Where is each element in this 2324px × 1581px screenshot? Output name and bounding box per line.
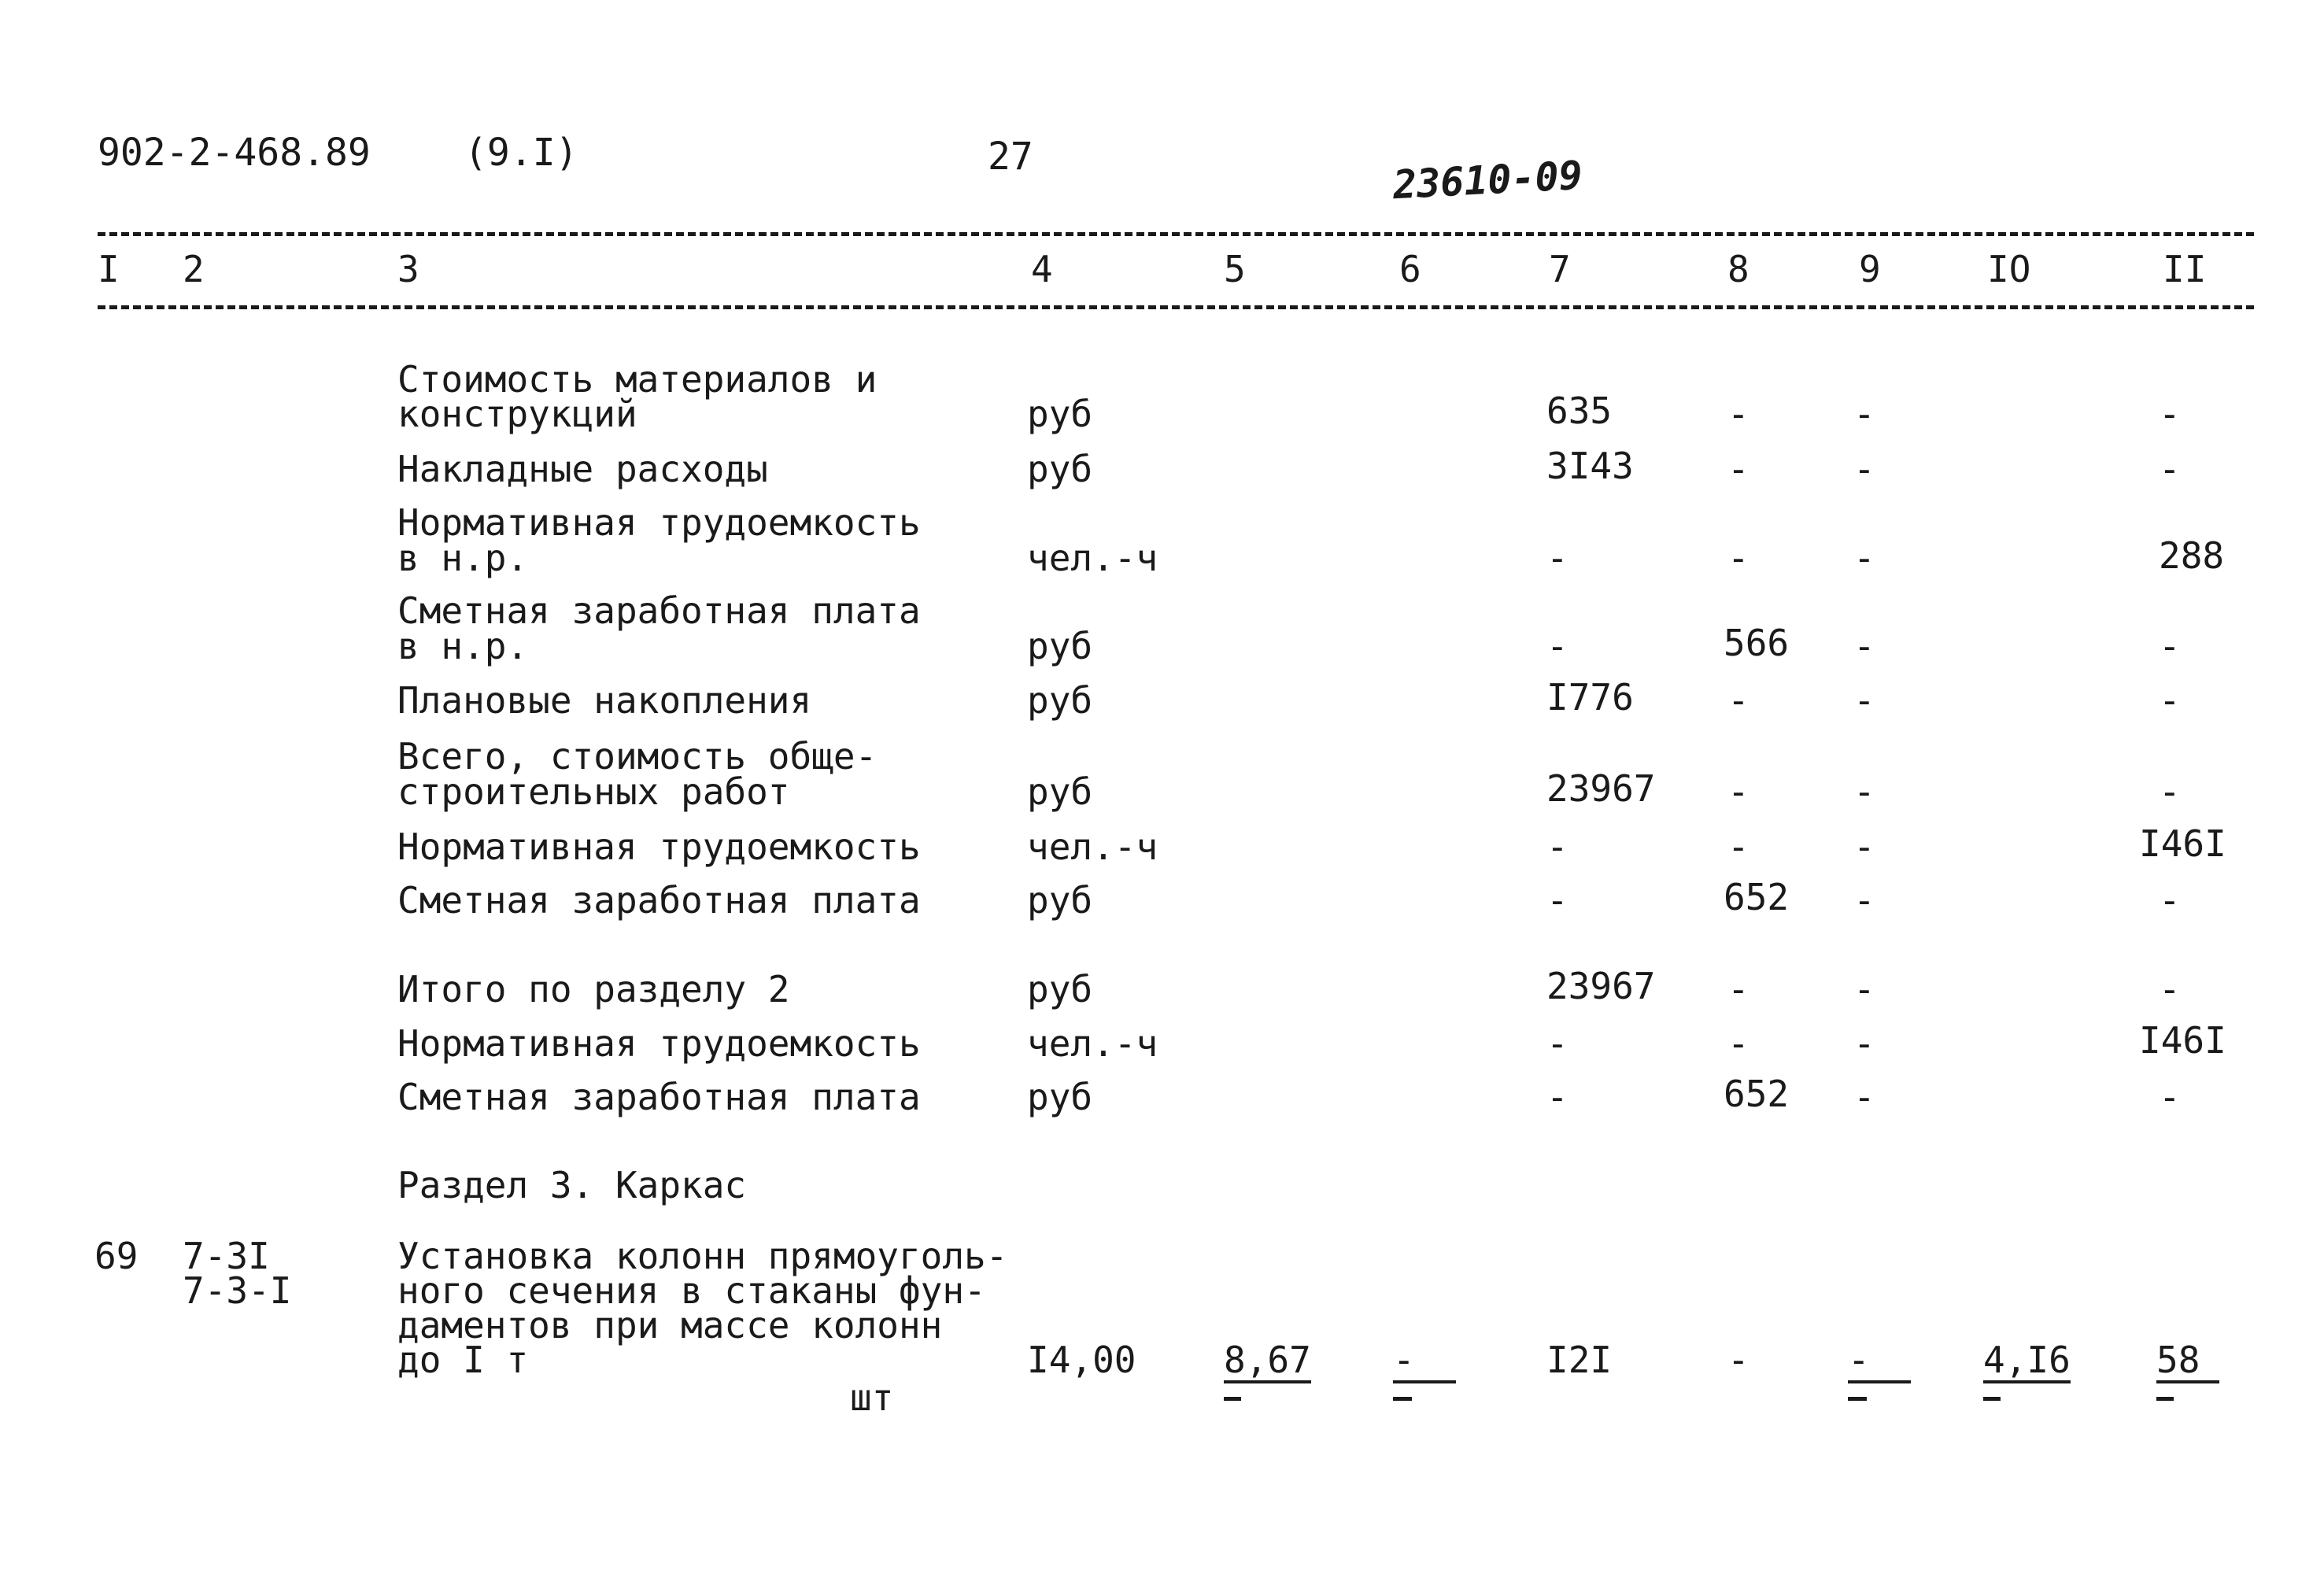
row-col11: I46I — [2139, 1019, 2226, 1062]
row-col7: - — [1546, 625, 1568, 667]
row-col8: - — [1727, 537, 1749, 579]
item-name-line: Установка колонн прямоуголь- — [397, 1235, 1008, 1277]
row-unit: руб — [1027, 393, 1093, 435]
col-header-2: 2 — [183, 248, 205, 290]
row-col8: - — [1727, 826, 1749, 868]
row-name-line: Итого по разделу 2 — [397, 968, 790, 1010]
row-name-line: в н.р. — [397, 625, 529, 667]
row-col7: 23967 — [1546, 767, 1656, 810]
col-header-1: I — [98, 248, 120, 290]
row-col9: - — [1853, 968, 1875, 1010]
item-col6: - — [1393, 1341, 1456, 1383]
row-col11: - — [2159, 679, 2181, 722]
item-unit-price: 8,67 — [1224, 1341, 1311, 1383]
section-heading: Раздел 3. Каркас — [397, 1164, 747, 1206]
row-col7: 3I43 — [1546, 445, 1634, 487]
row-col11: - — [2159, 448, 2181, 490]
item-number: 69 — [94, 1235, 139, 1277]
inventory-stamp: 23610-09 — [1391, 152, 1584, 209]
row-col8: - — [1727, 393, 1749, 435]
item-code: 7-3I — [183, 1235, 270, 1277]
item-name-line: до I т — [397, 1339, 529, 1381]
col-header-11: II — [2163, 248, 2207, 290]
col-header-4: 4 — [1031, 248, 1053, 290]
row-col8: - — [1727, 968, 1749, 1010]
row-name-line: Нормативная трудоемкость — [397, 501, 921, 544]
row-col9: - — [1853, 393, 1875, 435]
col-header-5: 5 — [1224, 248, 1246, 290]
underline-mark — [1983, 1397, 2001, 1401]
row-col7: I776 — [1546, 676, 1634, 718]
col-header-6: 6 — [1399, 248, 1421, 290]
row-name-line: Всего, стоимость обще- — [397, 735, 878, 778]
row-unit: руб — [1027, 679, 1093, 722]
row-col9: - — [1853, 879, 1875, 922]
row-unit: руб — [1027, 625, 1093, 667]
underline-mark — [2156, 1397, 2174, 1401]
row-col9: - — [1853, 448, 1875, 490]
underline-mark — [1848, 1397, 1867, 1401]
row-col11: - — [2159, 968, 2181, 1010]
item-total: I2I — [1546, 1339, 1613, 1381]
col-header-3: 3 — [397, 248, 419, 290]
row-col11: I46I — [2139, 822, 2226, 865]
row-col9: - — [1853, 770, 1875, 813]
row-unit: чел.-ч — [1027, 826, 1158, 868]
header-bottom-rule — [98, 305, 2254, 309]
underline-mark — [1393, 1397, 1412, 1401]
row-col7: - — [1546, 1076, 1568, 1118]
row-col11: - — [2159, 625, 2181, 667]
col-header-10: IO — [1987, 248, 2031, 290]
row-col8: 652 — [1724, 1073, 1790, 1115]
item-col10: 4,I6 — [1983, 1341, 2071, 1383]
row-col11: - — [2159, 879, 2181, 922]
row-unit: руб — [1027, 879, 1093, 922]
item-code: 7-3-I — [183, 1269, 292, 1312]
row-col7: - — [1546, 1022, 1568, 1065]
row-col7: 23967 — [1546, 965, 1656, 1007]
row-col7: 635 — [1546, 390, 1613, 432]
item-col11: 58 — [2156, 1341, 2219, 1383]
item-name-line: даментов при массе колонн — [397, 1304, 943, 1346]
item-col9: - — [1848, 1341, 1911, 1383]
row-name-line: Сметная заработная плата — [397, 1076, 921, 1118]
row-unit: руб — [1027, 1076, 1093, 1118]
row-col8: 652 — [1724, 876, 1790, 918]
col-header-8: 8 — [1727, 248, 1749, 290]
row-col8: - — [1727, 1022, 1749, 1065]
item-col8: - — [1727, 1339, 1749, 1381]
row-col8: - — [1727, 679, 1749, 722]
row-name-line: строительных работ — [397, 770, 790, 813]
row-col9: - — [1853, 826, 1875, 868]
document-code: 902-2-468.89 — [98, 131, 371, 175]
row-name-line: конструкций — [397, 393, 637, 435]
row-name-line: Нормативная трудоемкость — [397, 1022, 921, 1065]
row-name-line: Сметная заработная плата — [397, 589, 921, 632]
row-col11: - — [2159, 770, 2181, 813]
item-quantity: I4,00 — [1027, 1339, 1136, 1381]
row-col8: - — [1727, 770, 1749, 813]
item-unit: шт — [850, 1376, 894, 1419]
page-number: 27 — [988, 135, 1033, 179]
section-number: (9.I) — [464, 131, 578, 175]
row-name-line: в н.р. — [397, 537, 529, 579]
underline-mark — [1224, 1397, 1241, 1401]
row-col9: - — [1853, 1076, 1875, 1118]
row-col11: - — [2159, 393, 2181, 435]
row-unit: руб — [1027, 770, 1093, 813]
col-header-9: 9 — [1859, 248, 1881, 290]
row-col9: - — [1853, 1022, 1875, 1065]
row-unit: чел.-ч — [1027, 537, 1158, 579]
row-unit: руб — [1027, 968, 1093, 1010]
row-unit: руб — [1027, 448, 1093, 490]
row-col11: - — [2159, 1076, 2181, 1118]
row-unit: чел.-ч — [1027, 1022, 1158, 1065]
row-name-line: Сметная заработная плата — [397, 879, 921, 922]
row-col8: - — [1727, 448, 1749, 490]
row-col8: 566 — [1724, 622, 1790, 664]
row-name-line: Стоимость материалов и — [397, 358, 878, 401]
row-name-line: Плановые накопления — [397, 679, 812, 722]
item-name-line: ного сечения в стаканы фун- — [397, 1269, 986, 1312]
row-col7: - — [1546, 879, 1568, 922]
row-name-line: Накладные расходы — [397, 448, 768, 490]
header-top-rule — [98, 232, 2254, 236]
col-header-7: 7 — [1549, 248, 1571, 290]
row-col9: - — [1853, 537, 1875, 579]
row-name-line: Нормативная трудоемкость — [397, 826, 921, 868]
row-col9: - — [1853, 625, 1875, 667]
row-col11: 288 — [2159, 534, 2225, 577]
row-col7: - — [1546, 537, 1568, 579]
row-col9: - — [1853, 679, 1875, 722]
row-col7: - — [1546, 826, 1568, 868]
